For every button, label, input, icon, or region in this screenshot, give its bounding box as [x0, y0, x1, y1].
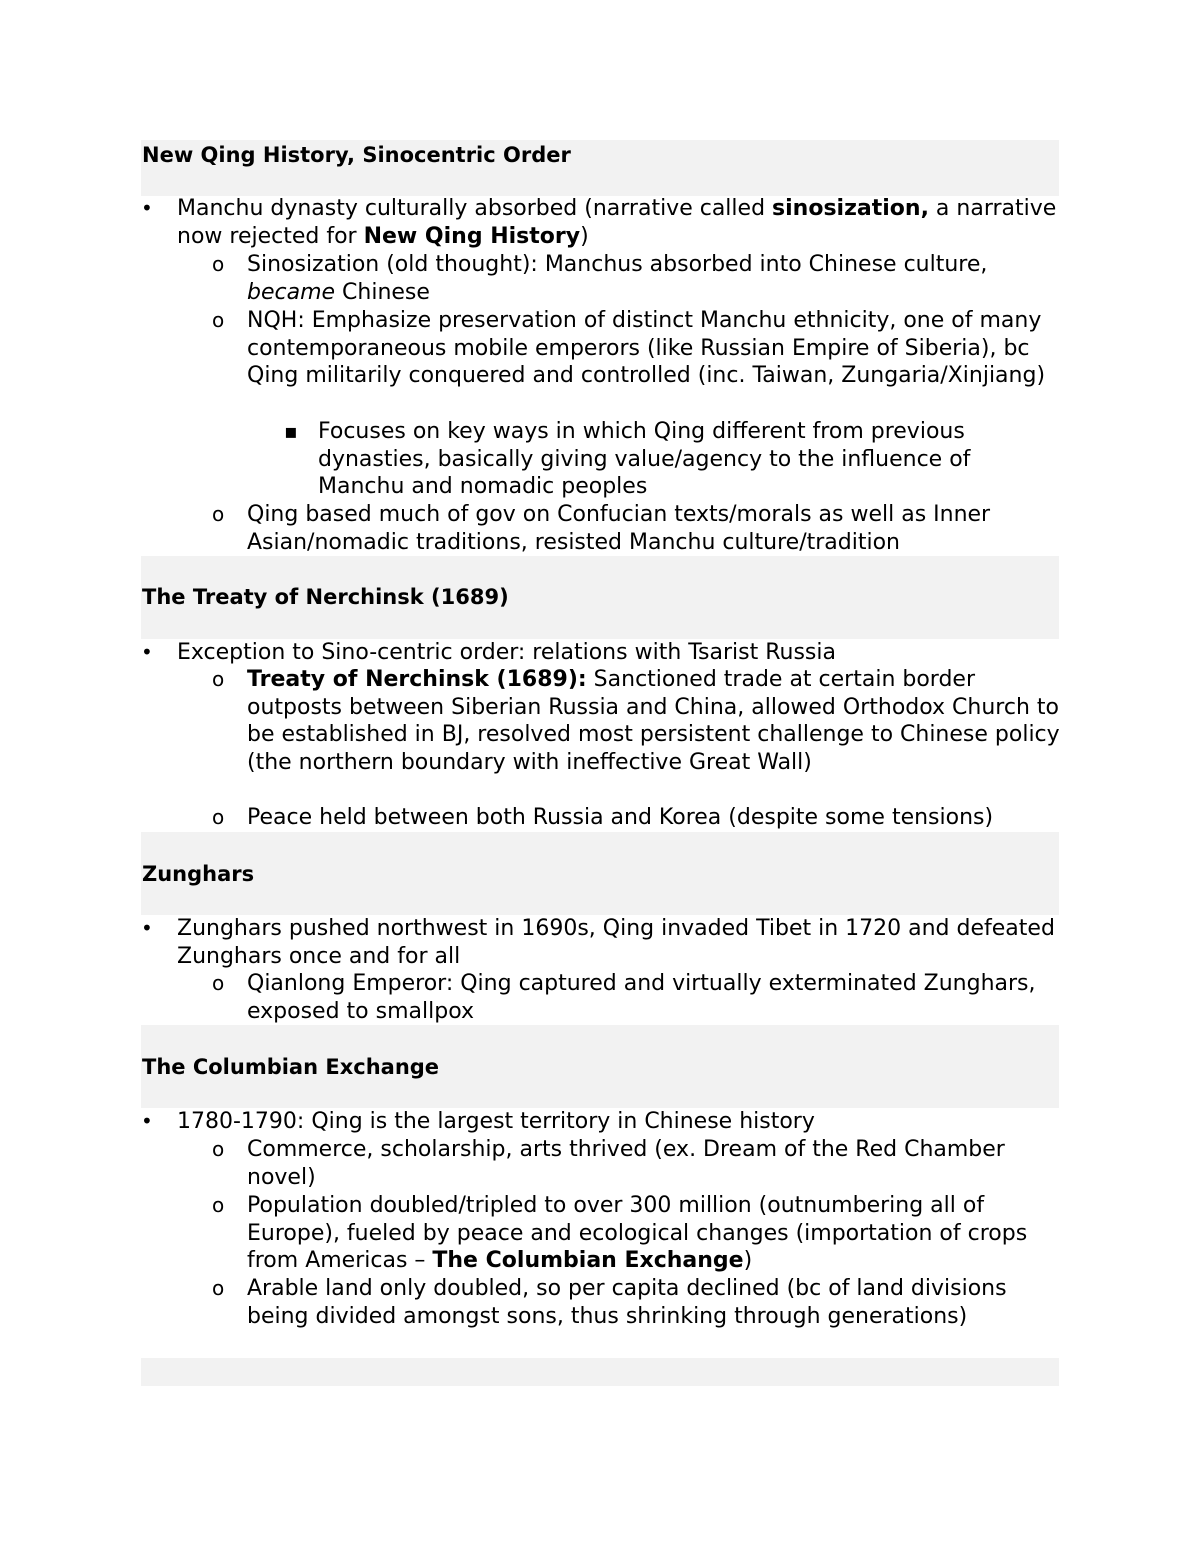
sub-bullet-marker — [212, 804, 224, 832]
list-item: Qing based much of gov on Confucian texts/morals as well as Inner Asian/nomadic traditions, resisted Manchu culture/tradition — [247, 502, 991, 555]
section-heading: Zunghars — [142, 862, 255, 886]
heading-band — [141, 832, 1059, 915]
list-item: Commerce, scholarship, arts thrived (ex. Dream of the Red Chamber novel) — [247, 1137, 1005, 1190]
list-item: Sinosization (old thought): Manchus absorbed into Chinese culture, became Chinese — [247, 252, 988, 305]
sub-bullet-marker — [212, 666, 224, 694]
section-heading: The Treaty of Nerchinsk (1689) — [142, 585, 509, 609]
sub-bullet-marker — [212, 501, 224, 529]
sub-bullet-marker — [212, 251, 224, 279]
list-item: NQH: Emphasize preservation of distinct Manchu ethnicity, one of many contemporaneous mobile emperors (like Russian Empire of Siberia), bc Qing militarily conquered and controlled (inc. Taiwan, Zungaria/Xinjiang) — [247, 308, 1046, 389]
section-heading: New Qing History, Sinocentric Order — [142, 143, 571, 167]
sub-bullet-marker — [212, 970, 224, 998]
bullet-marker — [141, 195, 153, 223]
list-item: Peace held between both Russia and Korea (despite some tensions) — [247, 805, 994, 830]
trailing-band — [141, 1358, 1059, 1386]
list-item: Manchu dynasty culturally absorbed (narrative called sinosization, a narrative now rejected for New Qing History) — [177, 196, 1057, 249]
list-item: Zunghars pushed northwest in 1690s, Qing invaded Tibet in 1720 and defeated Zunghars once and for all — [177, 916, 1055, 969]
section-heading: The Columbian Exchange — [142, 1055, 440, 1079]
list-item: Qianlong Emperor: Qing captured and virtually exterminated Zunghars, exposed to smallpox — [247, 971, 1036, 1024]
sub-bullet-marker — [212, 1275, 224, 1303]
sub-bullet-marker — [212, 1136, 224, 1164]
list-item: Treaty of Nerchinsk (1689): Sanctioned trade at certain border outposts between Siberian Russia and China, allowed Orthodox Church to be established in BJ, resolved most persistent challenge to Chinese policy (the northern boundary with ineffective Great Wall) — [247, 667, 1060, 776]
bullet-marker — [141, 1108, 153, 1136]
sub-bullet-marker — [212, 1192, 224, 1220]
bullet-marker — [141, 915, 153, 943]
list-item: Population doubled/tripled to over 300 million (outnumbering all of Europe), fueled by peace and ecological changes (importation of crops from Americas – The Columbian Exchange) — [247, 1193, 1028, 1274]
sub-bullet-marker — [212, 307, 224, 335]
square-bullet-marker — [284, 418, 298, 446]
list-item: Focuses on key ways in which Qing different from previous dynasties, basically giving value/agency to the influence of Manchu and nomadic peoples — [318, 419, 971, 500]
bullet-marker — [141, 639, 153, 667]
list-item: 1780-1790: Qing is the largest territory in Chinese history — [177, 1109, 815, 1134]
list-item: Arable land only doubled, so per capita declined (bc of land divisions being divided amongst sons, thus shrinking through generations) — [247, 1276, 1007, 1329]
list-item: Exception to Sino-centric order: relations with Tsarist Russia — [177, 640, 836, 665]
